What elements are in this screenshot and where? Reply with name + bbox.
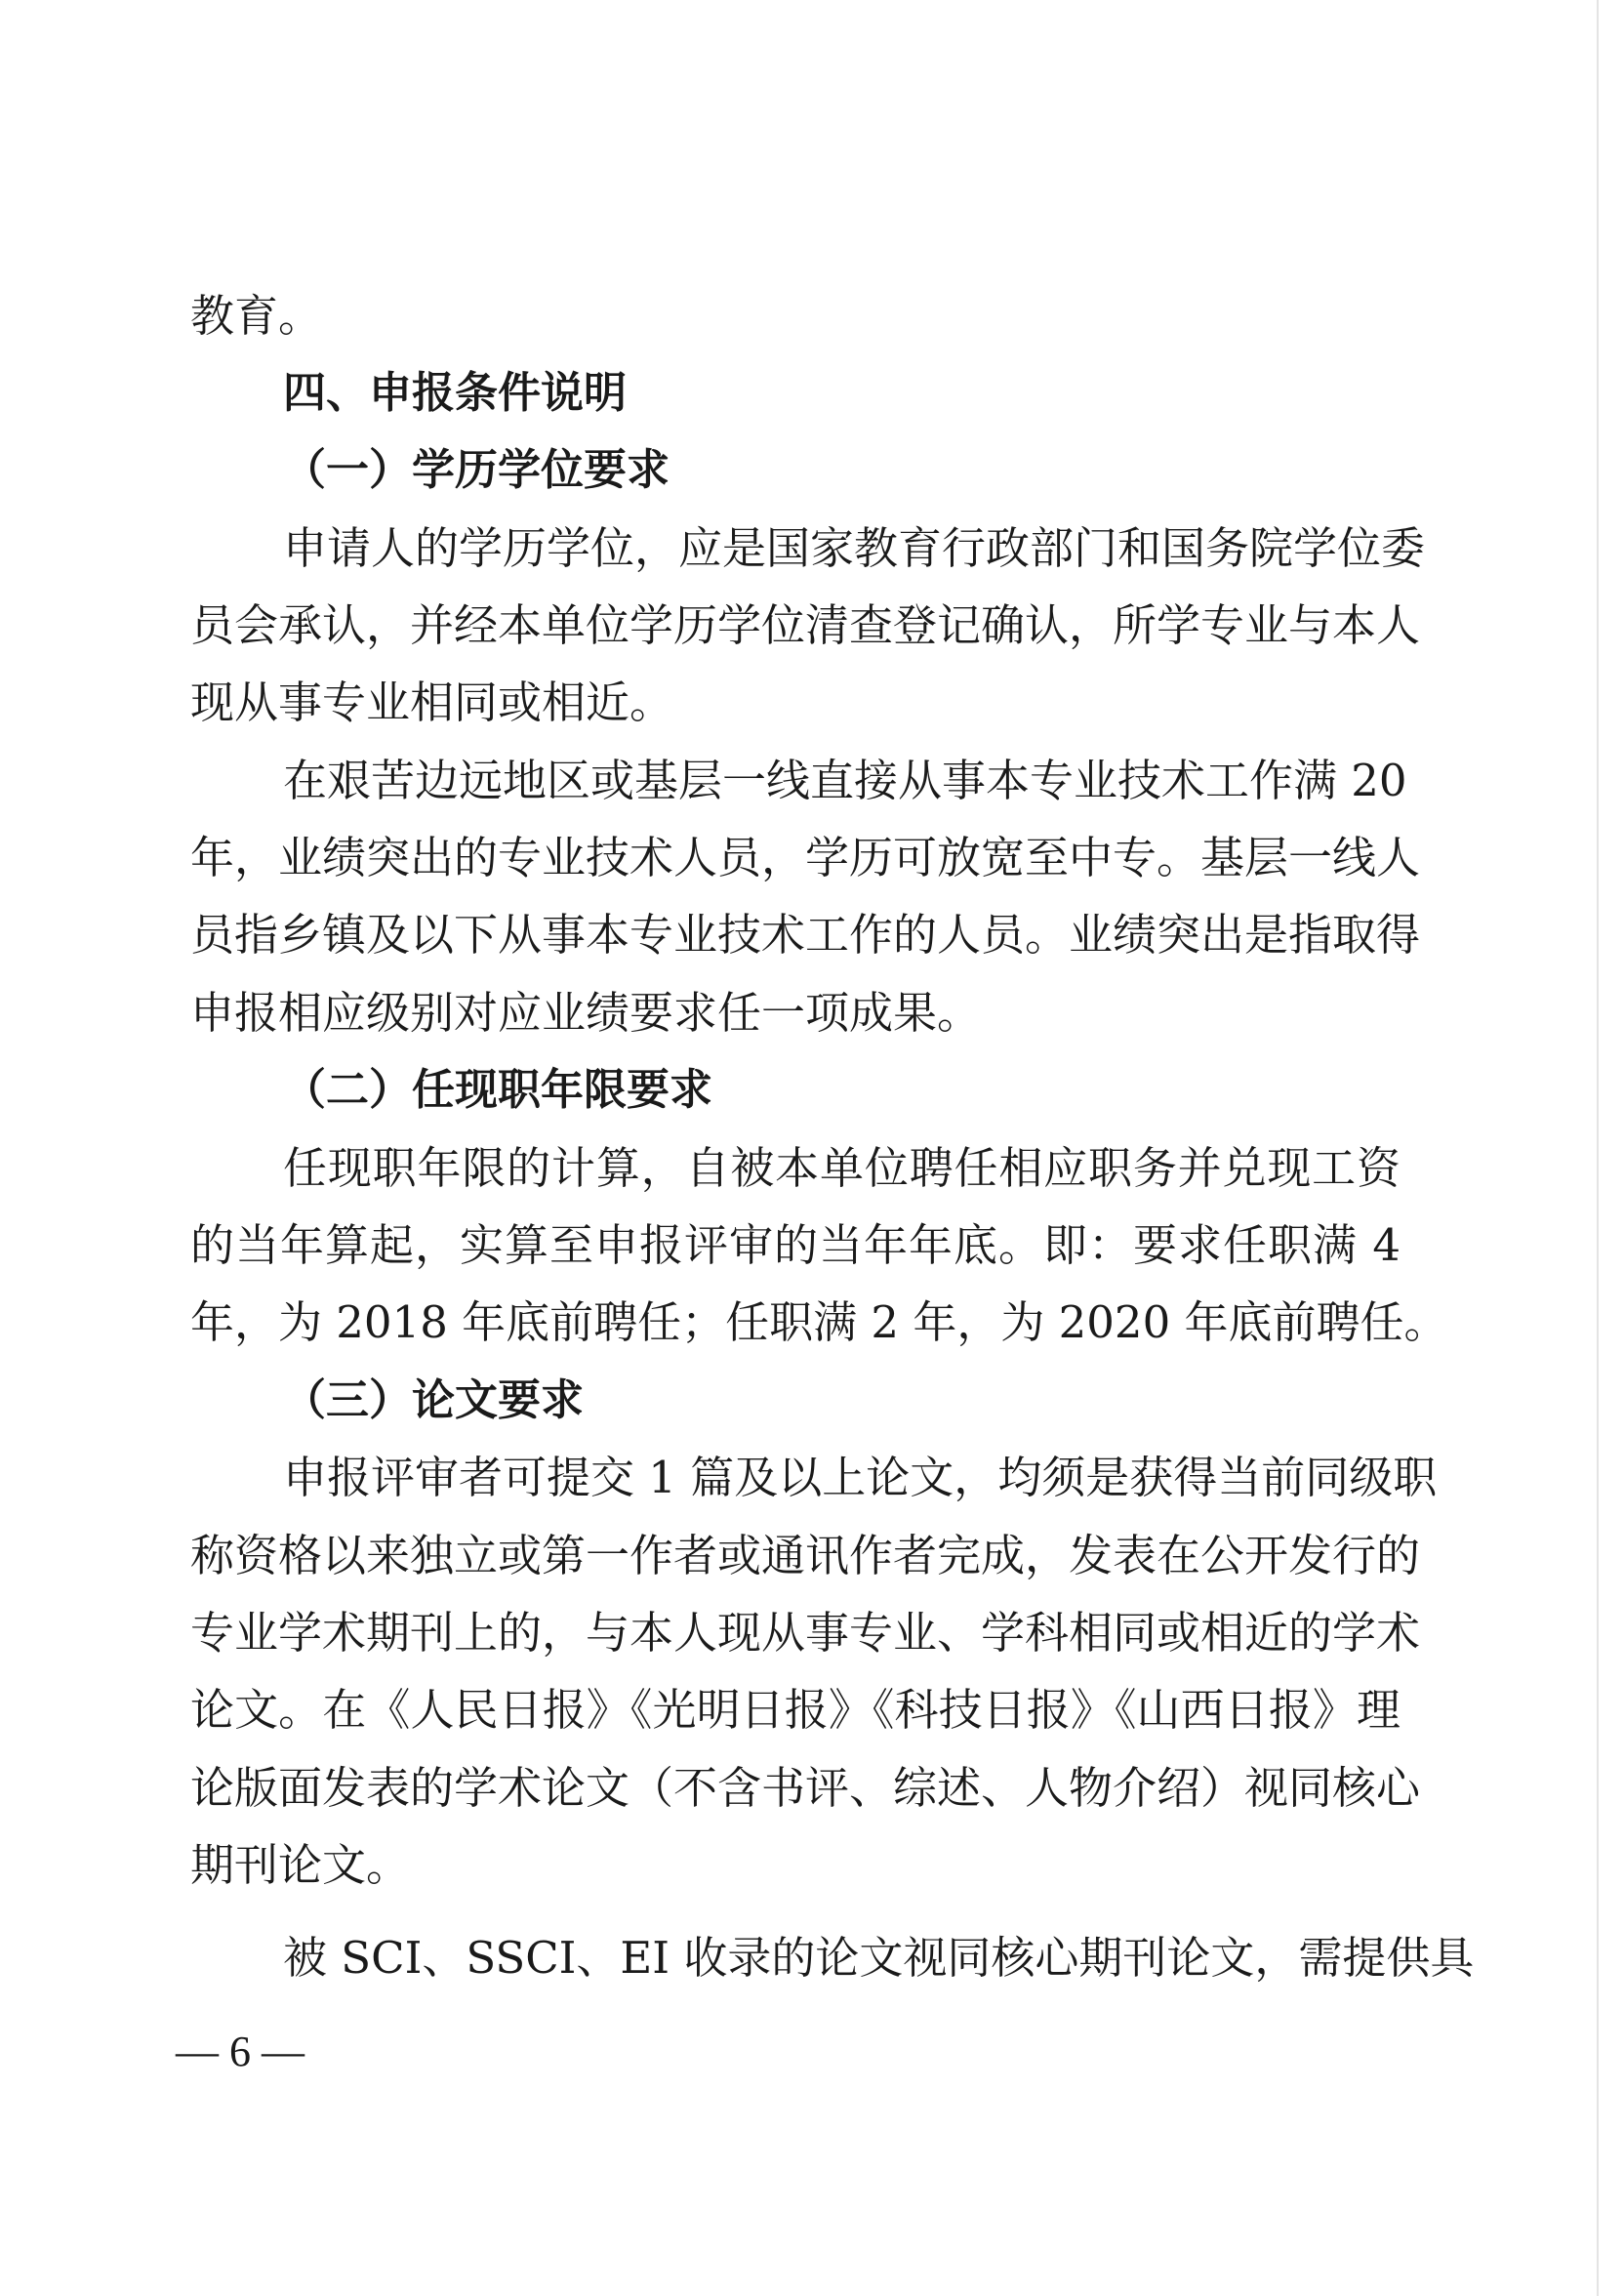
paragraph-line: 申报相应级别对应业绩要求任一项成果。 <box>190 987 982 1039</box>
paragraph-line: 申报评审者可提交 1 篇及以上论文，均须是获得当前同级职 <box>283 1452 1438 1503</box>
paragraph-line: 员会承认，并经本单位学历学位清查登记确认，所学专业与本人 <box>190 599 1421 651</box>
paragraph-line: 员指乡镇及以下从事本专业技术工作的人员。业绩突出是指取得 <box>190 909 1421 961</box>
paragraph-line: 年，业绩突出的专业技术人员，学历可放宽至中专。基层一线人 <box>190 832 1421 883</box>
paragraph-line: 专业学术期刊上的，与本人现从事专业、学科相同或相近的学术 <box>190 1607 1421 1659</box>
subsection-heading: （一）学历学位要求 <box>283 445 670 495</box>
paragraph-line: 现从事专业相同或相近。 <box>190 676 674 728</box>
paragraph-line: 在艰苦边远地区或基层一线直接从事本专业技术工作满 20 <box>283 755 1407 806</box>
paragraph-line: 称资格以来独立或第一作者或通讯作者完成，发表在公开发行的 <box>190 1530 1421 1581</box>
paragraph-line: 论版面发表的学术论文（不含书评、综述、人物介绍）视同核心 <box>190 1762 1421 1814</box>
page-number: — 6 — <box>176 2028 304 2075</box>
paragraph-line: 的当年算起，实算至申报评审的当年年底。即：要求任职满 4 <box>190 1219 1401 1271</box>
paragraph-line: 教育。 <box>190 290 323 342</box>
paragraph-line: 任现职年限的计算，自被本单位聘任相应职务并兑现工资 <box>283 1142 1401 1194</box>
paragraph-line: 年，为 2018 年底前聘任；任职满 2 年，为 2020 年底前聘任。 <box>190 1296 1448 1348</box>
paragraph-line: 期刊论文。 <box>190 1839 411 1891</box>
subsection-heading: （三）论文要求 <box>283 1375 584 1425</box>
paragraph-line: 被 SCI、SSCI、EI 收录的论文视同核心期刊论文，需提供具 <box>283 1932 1475 1984</box>
paragraph-line: 论文。在《人民日报》《光明日报》《科技日报》《山西日报》理 <box>190 1684 1401 1736</box>
subsection-heading: （二）任现职年限要求 <box>283 1065 712 1115</box>
scan-edge-shadow <box>1597 0 1599 2296</box>
section-heading: 四、申报条件说明 <box>283 368 627 418</box>
paragraph-line: 申请人的学历学位，应是国家教育行政部门和国务院学位委 <box>283 522 1426 574</box>
